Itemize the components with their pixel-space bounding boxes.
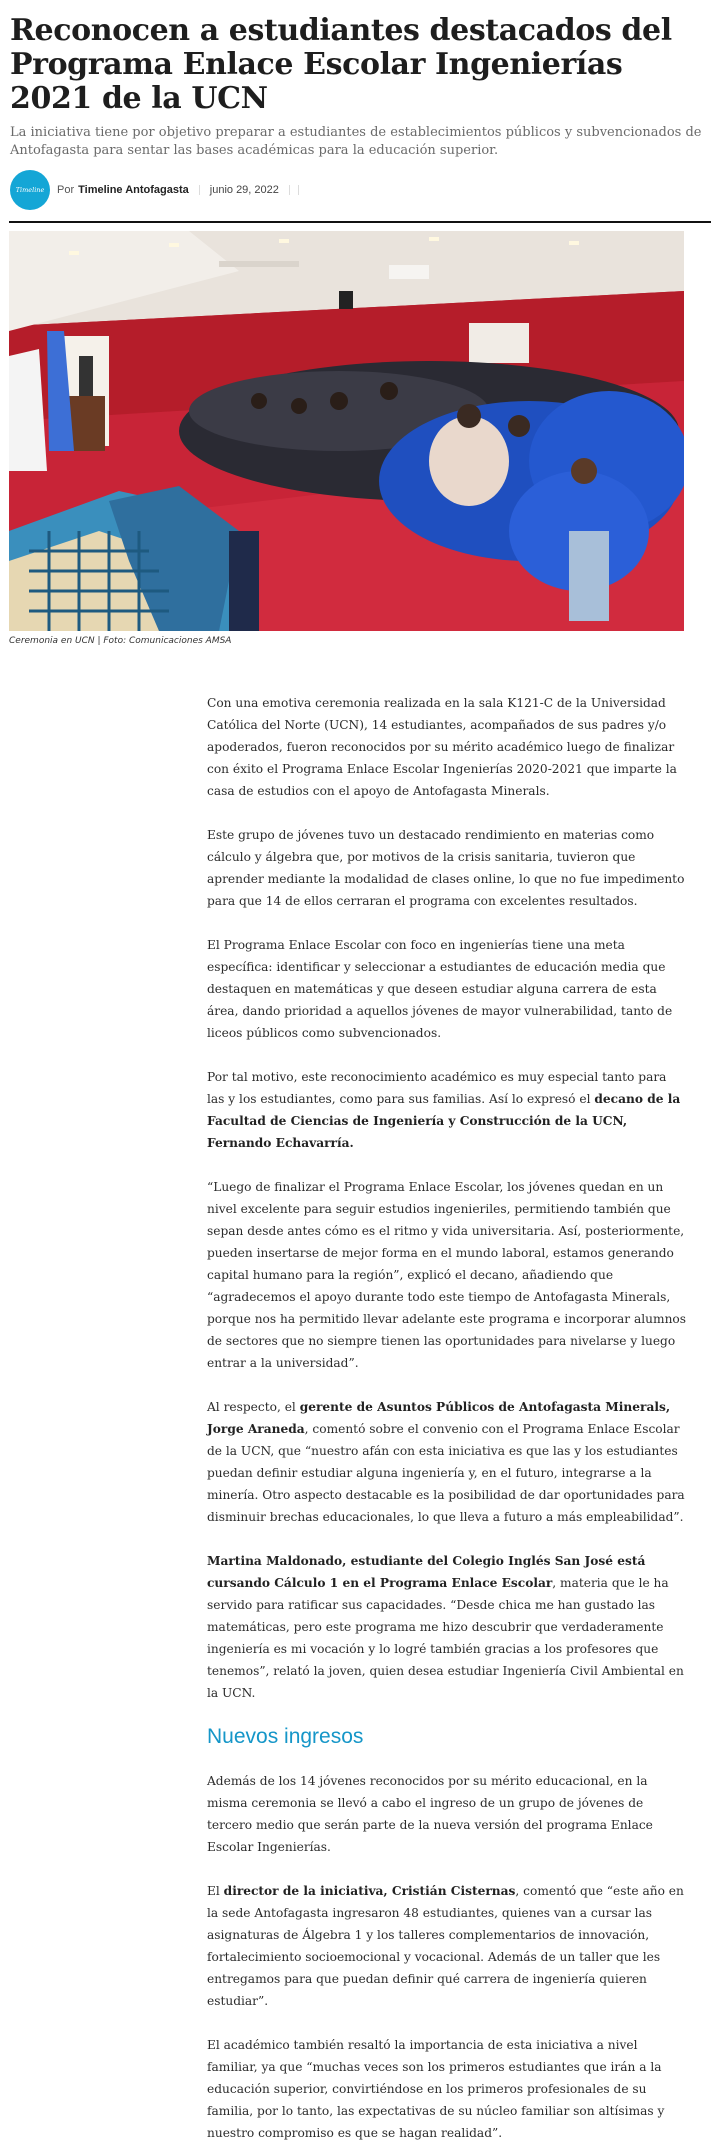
header-rule [9,221,711,223]
by-label: Por [57,184,75,196]
article-header [0,0,720,210]
paragraph [207,1550,687,1704]
paragraph [207,1066,687,1154]
paragraph-bold: director de la iniciativa, Cristián Cisternas [223,1884,516,1898]
author-link[interactable]: Timeline Antofagasta [78,184,189,196]
meta-divider [289,185,290,195]
paragraph-text: , materia que le ha servido para ratificar sus capacidades. “Desde chica me han gustado las matemáticas, pero este programa me hizo descubrir que verdaderamente ingeniería es mi vocación y lo logré también gracias a los profesores que tenemos”, relató la joven, quien desea estudiar Ingeniería Civil Ambiental en la UCN. [207,1576,684,1700]
paragraph: Este grupo de jóvenes tuvo un destacado rendimiento en materias como cálculo y álgebra que, por motivos de la crisis sanitaria, tuvieron que aprender mediante la modalidad de clases online, lo que no fue impedimento para que 14 de ellos cerraran el programa con excelentes resultados. [207,828,685,908]
paragraph-text: , comentó que “este año en la sede Antofagasta ingresaron 48 estudiantes, quienes van a cursar las asignaturas de Álgebra 1 y los talleres complementarios de innovación, fortalecimiento socioemocional y vocacional. Además de un taller que les entregamos para que puedan definir qué carrera de ingeniería quieren estudiar”. [207,1884,684,2008]
ceremony-photo [9,231,684,631]
paragraph-text: , comentó sobre el convenio con el Programa Enlace Escolar de la UCN, que “nuestro afán con esta iniciativa es que las y los estudiantes puedan definir estudiar alguna ingeniería y, en el futuro, integrarse a la minería. Otro aspecto destacable es la posibilidad de dar oportunidades para disminuir brechas educacionales, lo que lleva a futuro a más empleabilidad”. [207,1422,685,1524]
meta-divider [199,185,200,195]
article-body [207,692,687,2144]
section-heading: Nuevos ingresos [207,1725,364,1748]
meta-divider [298,185,299,195]
paragraph [207,1880,687,2012]
image-caption: Ceremonia en UCN | Foto: Comunicaciones AMSA [9,636,232,646]
paragraph: El académico también resaltó la importancia de esta iniciativa a nivel familiar, ya que “muchas veces son los primeros estudiantes que irán a la educación superior, convirtiéndose en los primeros profesionales de su familia, por lo tanto, las expectativas de su núcleo familiar son altísimas y nuestro compromiso es que se hagan realidad”. [207,2038,665,2140]
article-title: Reconocen a estudiantes destacados del Programa Enlace Escolar Ingenierías 2021 de la UCN [10,13,672,116]
article-subtitle: La iniciativa tiene por objetivo preparar a estudiantes de establecimientos públicos y subvencionados de Antofagasta para sentar las bases académicas para la educación superior. [10,125,702,158]
article-meta [10,170,710,210]
paragraph-bold: decano de la Facultad de Ciencias de Ingeniería y Construcción de la UCN, Fernando Echavarría. [207,1092,681,1150]
publish-date: junio 29, 2022 [209,184,279,196]
paragraph: El Programa Enlace Escolar con foco en ingenierías tiene una meta específica: identificar y seleccionar a estudiantes de educación media que destaquen en matemáticas y que deseen estudiar alguna carrera de esta área, dando prioridad a aquellos jóvenes de mayor vulnerabilidad, tanto de liceos públicos como subvencionados. [207,938,673,1040]
paragraph-text: Por tal motivo, este reconocimiento académico es muy especial tanto para las y los estudiantes, como para sus familias. Así lo expresó el [207,1070,667,1106]
paragraph: Además de los 14 jóvenes reconocidos por su mérito educacional, en la misma ceremonia se llevó a cabo el ingreso de un grupo de jóvenes de tercero medio que serán parte de la nueva versión del programa Enlace Escolar Ingenierías. [207,1774,653,1854]
paragraph-text: El [207,1884,224,1898]
paragraph-bold: Martina Maldonado, estudiante del Colegio Inglés San José está cursando Cálculo 1 en el Programa Enlace Escolar [207,1554,646,1590]
paragraph-text: Al respecto, el [207,1400,300,1414]
paragraph: “Luego de finalizar el Programa Enlace Escolar, los jóvenes quedan en un nivel excelente para seguir estudios ingenieriles, permitiendo también que sepan desde antes cómo es el ritmo y vida universitaria. Así, posteriormente, pueden insertarse de mejor forma en el mundo laboral, estamos generando capital humano para la región”, explicó el decano, añadiendo que “agradecemos el apoyo durante todo este tiempo de Antofagasta Minerals, porque nos ha permitido llevar adelante este programa e incorporar alumnos de sectores que no siempre tienen las oportunidades para nivelarse y luego entrar a la universidad”. [207,1180,687,1370]
featured-image [9,231,684,631]
author-avatar[interactable]: Timeline [10,170,50,210]
paragraph: Con una emotiva ceremonia realizada en la sala K121-C de la Universidad Católica del Norte (UCN), 14 estudiantes, acompañados de sus padres y/o apoderados, fueron reconocidos por su mérito académico luego de finalizar con éxito el Programa Enlace Escolar Ingenierías 2020-2021 que imparte la casa de estudios con el apoyo de Antofagasta Minerals. [207,696,677,798]
paragraph-bold: gerente de Asuntos Públicos de Antofagasta Minerals, Jorge Araneda [207,1400,671,1436]
paragraph [207,1396,687,1528]
